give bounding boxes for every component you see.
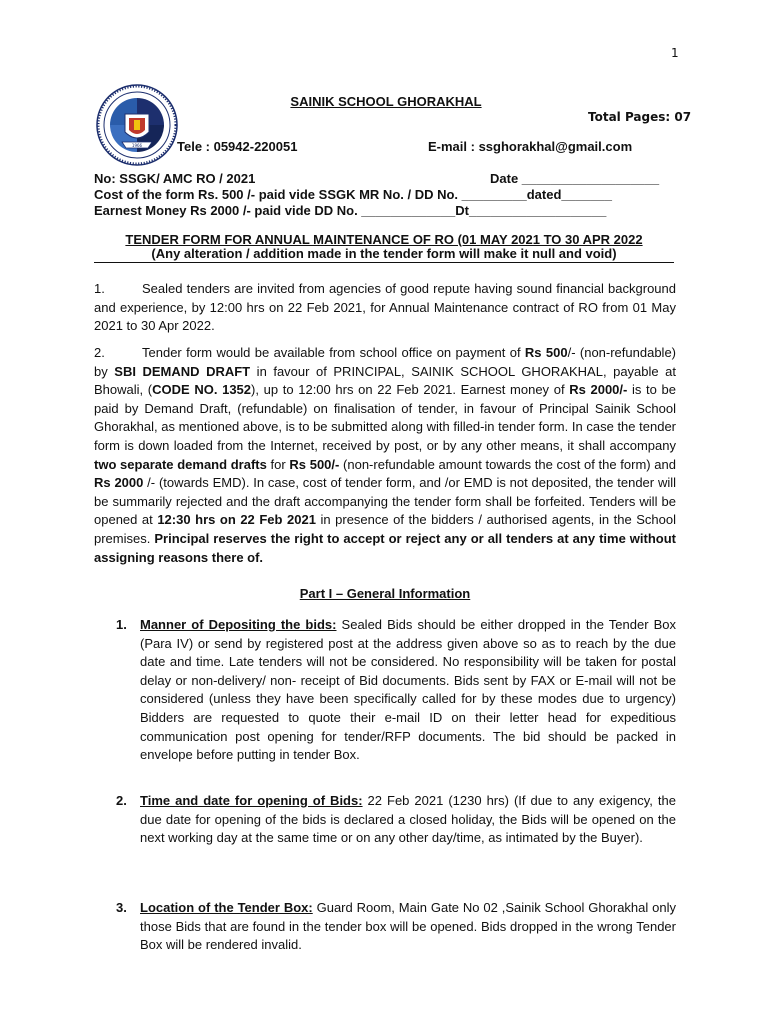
p2-bold: 12:30 hrs on 22 Feb 2021	[157, 512, 316, 528]
item-heading: Location of the Tender Box:	[140, 900, 313, 915]
date-field: Date ___________________	[490, 171, 660, 186]
p2-bold: Principal reserves the right to accept or reject any or all tenders at any time without assigning reasons there of.	[94, 530, 676, 565]
paragraph-1-number: 1.	[94, 281, 105, 296]
general-info-item-2	[116, 792, 676, 848]
telephone: Tele : 05942-220051	[177, 139, 298, 154]
page-number: 1	[671, 46, 679, 60]
p2-text: for	[266, 456, 290, 472]
tender-subtitle: (Any alteration / addition made in the tender form will make it null and void)	[94, 246, 674, 263]
paragraph-1	[94, 280, 676, 336]
item-number: 2.	[116, 793, 127, 808]
p2-bold: Rs 500/-	[289, 456, 340, 472]
p2-text: in favour of PRINCIPAL, SAINIK SCHOOL GHORAKHAL, payable at Bhowali, (	[94, 363, 677, 398]
item-text: 22 Feb 2021 (1230 hrs) (If due to any exigency, the due date for opening of the bids is declared a closed holiday, the Bids will be opened on the next working day at the same time or on any other day/time, as intimated by the Buyer).	[140, 793, 676, 846]
p2-bold: Rs 2000/-	[569, 382, 628, 398]
school-name: SAINIK SCHOOL GHORAKHAL	[290, 94, 482, 109]
p2-bold: Rs 2000	[94, 475, 144, 491]
paragraph-2-number: 2.	[94, 345, 105, 360]
p2-text: (non-refundable amount towards the cost of the form) and	[339, 456, 676, 472]
item-number: 1.	[116, 617, 127, 632]
part-heading: Part I – General Information	[299, 586, 471, 601]
p2-bold: Rs 500	[524, 345, 568, 360]
paragraph-2	[94, 344, 676, 567]
p2-text: is to be paid by Demand Draft, (refundable) on finalisation of tender, in favour of Principal Sainik School Ghorakhal, as mentioned above, is to be submitted along with filled-in tender form. In case the tender form is down loaded from the Internet, received by post, or by any other means, it shall accompany	[94, 382, 677, 453]
svg-text:1966: 1966	[131, 143, 143, 148]
tender-title: TENDER FORM FOR ANNUAL MAINTENANCE OF RO (01 MAY 2021 TO 30 APR 2022	[125, 232, 643, 247]
email: E-mail : ssghorakhal@gmail.com	[428, 139, 633, 154]
cost-of-form-line: Cost of the form Rs. 500 /- paid vide SSGK MR No. / DD No. _________dated_______	[94, 187, 613, 202]
general-info-item-3	[116, 899, 676, 955]
p2-text: /- (towards EMD). In case, cost of tender form, and /or EMD is not deposited, the tender will be summarily rejected and the draft accompanying the tender form shall be forfeited. Tenders will be opened at	[94, 475, 676, 528]
p2-text: /- (non-refundable) by	[94, 345, 677, 379]
p2-text: ), up to 12:00 hrs on 22 Feb 2021. Earnest money of	[251, 382, 570, 398]
total-pages: Total Pages: 07	[588, 110, 692, 124]
item-text: Sealed Bids should be either dropped in the Tender Box (Para IV) or send by registered post at the address given above so as to reach by the due date and time. Late tenders will not be considered. No responsibility will be taken for postal delay or non-delivery/ non- receipt of Bid documents. Bids sent by FAX or E-mail will not be considered (unless they have been specifically called for by these modes due to urgency) Bidders are requested to quote their e-mail ID on their letter head for expeditious communication post opening for tender/RFP documents. The bid should be packed in envelope before putting in tender Box.	[140, 617, 676, 763]
reference-number: No: SSGK/ AMC RO / 2021	[94, 171, 256, 186]
p2-text: Tender form would be available from school office on payment of	[142, 345, 525, 360]
p2-bold: SBI DEMAND DRAFT	[114, 363, 251, 379]
item-heading: Time and date for opening of Bids:	[140, 793, 363, 808]
item-text: Guard Room, Main Gate No 02 ,Sainik School Ghorakhal only those Bids that are found in the tender box will be opened. Bids dropped in the wrong Tender Box will be rendered invalid.	[140, 900, 676, 953]
p2-bold: two separate demand drafts	[94, 456, 267, 472]
earnest-money-line: Earnest Money Rs 2000 /- paid vide DD No. _____________Dt___________________	[94, 203, 607, 218]
item-heading: Manner of Depositing the bids:	[140, 617, 337, 632]
p2-text: in presence of the bidders / authorised agents, in the School premises.	[94, 512, 676, 546]
p2-bold: CODE NO. 1352	[152, 382, 252, 398]
paragraph-1-text: Sealed tenders are invited from agencies of good repute having sound financial background and experience, by 12:00 hrs on 22 Feb 2021, for Annual Maintenance contract of RO from 01 May 2021 to 30 Apr 2022.	[94, 281, 676, 334]
general-info-item-1	[116, 616, 676, 765]
item-number: 3.	[116, 900, 127, 915]
